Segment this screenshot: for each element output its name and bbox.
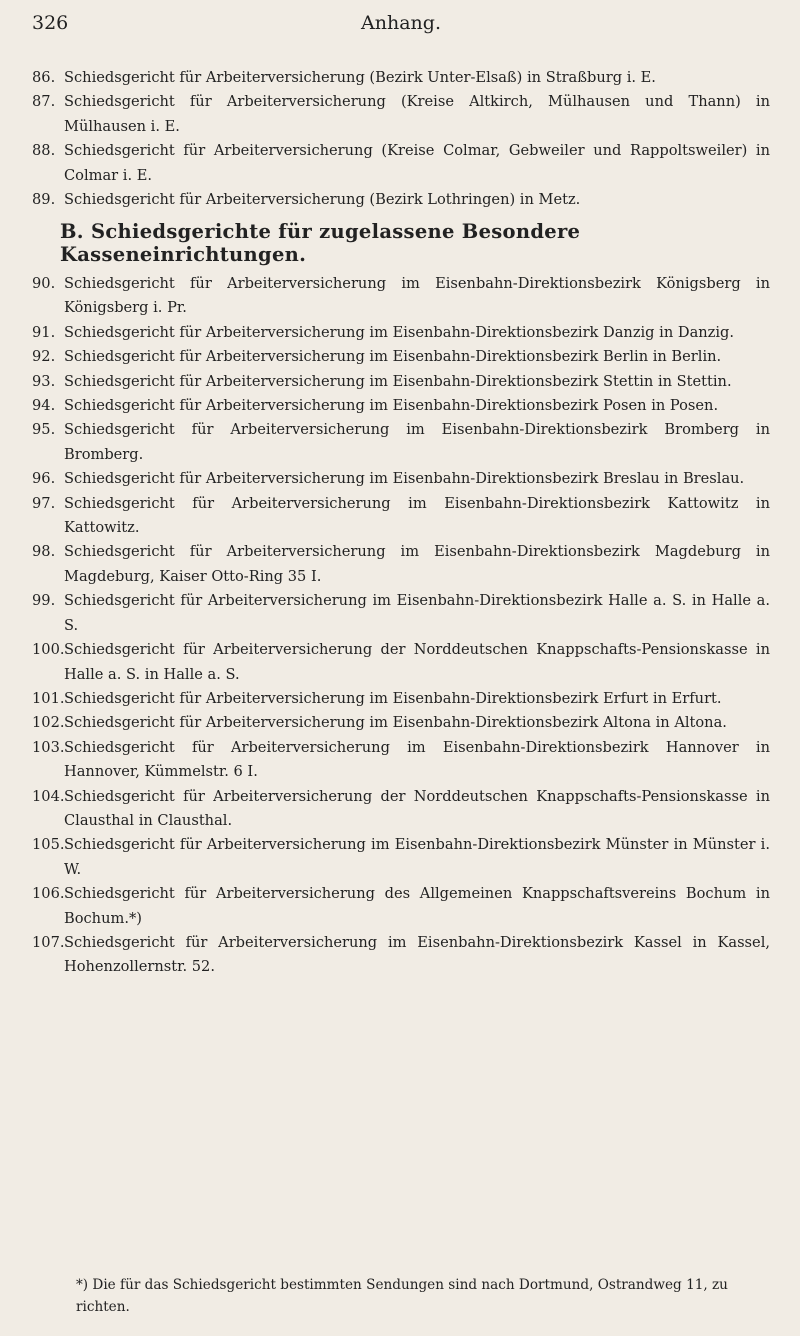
entry-number: 88. bbox=[32, 142, 56, 160]
entry-number: 106. bbox=[32, 885, 65, 903]
entry-number: 97. bbox=[32, 494, 56, 512]
entry-text: Schiedsgericht für Arbeiterversicherung des Allgemeinen Knappschaftsvereins Bochum in Bochum.*) bbox=[64, 885, 770, 927]
entry-number: 100. bbox=[32, 641, 65, 659]
list-item bbox=[32, 139, 770, 188]
entry-list-b bbox=[32, 272, 770, 980]
entry-number: 101. bbox=[32, 689, 65, 707]
list-item bbox=[32, 589, 770, 638]
page-header bbox=[32, 12, 770, 42]
list-item bbox=[32, 687, 770, 711]
entry-number: 91. bbox=[32, 323, 56, 341]
entry-text: Schiedsgericht für Arbeiterversicherung im Eisenbahn-Direktionsbezirk Breslau in Breslau. bbox=[64, 470, 745, 488]
entry-text: Schiedsgericht für Arbeiterversicherung im Eisenbahn-Direktionsbezirk Posen in Posen. bbox=[64, 397, 719, 415]
entry-number: 99. bbox=[32, 592, 56, 610]
list-item bbox=[32, 90, 770, 139]
entry-text: Schiedsgericht für Arbeiterversicherung im Eisenbahn-Direktionsbezirk Münster in Münster i. W. bbox=[64, 836, 770, 878]
list-item bbox=[32, 492, 770, 541]
list-item bbox=[32, 638, 770, 687]
entry-number: 93. bbox=[32, 372, 56, 390]
entry-text: Schiedsgericht für Arbeiterversicherung im Eisenbahn-Direktionsbezirk Halle a. S. in Halle a. S. bbox=[64, 592, 770, 634]
entry-text: Schiedsgericht für Arbeiterversicherung (Kreise Altkirch, Mülhausen und Thann) in Mülhausen i. E. bbox=[64, 93, 770, 135]
entry-number: 96. bbox=[32, 470, 56, 488]
list-item bbox=[32, 785, 770, 834]
entry-number: 102. bbox=[32, 714, 65, 732]
entry-number: 94. bbox=[32, 397, 56, 415]
entry-text: Schiedsgericht für Arbeiterversicherung im Eisenbahn-Direktionsbezirk Magdeburg in Magdeburg, Kaiser Otto-Ring 35 I. bbox=[64, 543, 770, 585]
entry-number: 86. bbox=[32, 69, 56, 86]
entry-number: 87. bbox=[32, 93, 56, 111]
section-heading: B. Schiedsgerichte für zugelassene Besondere Kasseneinrichtungen. bbox=[60, 220, 581, 266]
list-item bbox=[32, 345, 770, 369]
entry-number: 98. bbox=[32, 543, 56, 561]
entry-text: Schiedsgericht für Arbeiterversicherung der Norddeutschen Knappschafts-Pensionskasse in Halle a. S. in Halle a. S. bbox=[64, 641, 770, 683]
entry-text: Schiedsgericht für Arbeiterversicherung im Eisenbahn-Direktionsbezirk Danzig in Danzig. bbox=[64, 323, 735, 341]
entry-list-a bbox=[32, 66, 770, 212]
entry-number: 92. bbox=[32, 348, 56, 366]
list-item bbox=[32, 736, 770, 785]
page-number: 326 bbox=[32, 12, 69, 34]
entry-text: Schiedsgericht für Arbeiterversicherung im Eisenbahn-Direktionsbezirk Berlin in Berlin. bbox=[64, 348, 722, 366]
entry-text: Schiedsgericht für Arbeiterversicherung im Eisenbahn-Direktionsbezirk Hannover in Hannover, Kümmelstr. 6 I. bbox=[64, 738, 770, 781]
entry-text: Schiedsgericht für Arbeiterversicherung im Eisenbahn-Direktionsbezirk Kattowitz in Kattowitz. bbox=[64, 494, 770, 537]
entry-text: Schiedsgericht für Arbeiterversicherung im Eisenbahn-Direktionsbezirk Bromberg in Bromberg. bbox=[64, 421, 770, 463]
entry-text: Schiedsgericht für Arbeiterversicherung im Eisenbahn-Direktionsbezirk Altona in Altona. bbox=[64, 714, 727, 732]
entry-text: Schiedsgericht für Arbeiterversicherung im Eisenbahn-Direktionsbezirk Kassel in Kassel, Hohenzollernstr. 52. bbox=[64, 933, 770, 976]
list-item bbox=[32, 394, 770, 418]
list-item bbox=[32, 272, 770, 321]
list-item bbox=[32, 711, 770, 735]
list-item bbox=[32, 467, 770, 491]
entry-text: Schiedsgericht für Arbeiterversicherung im Eisenbahn-Direktionsbezirk Erfurt in Erfurt. bbox=[64, 689, 722, 707]
list-item bbox=[32, 370, 770, 394]
entry-text: Schiedsgericht für Arbeiterversicherung (Bezirk Unter-Elsaß) in Straßburg i. E. bbox=[64, 69, 656, 86]
list-item bbox=[32, 418, 770, 467]
list-item bbox=[32, 188, 770, 212]
list-item bbox=[32, 931, 770, 980]
entry-number: 104. bbox=[32, 787, 65, 805]
entry-text: Schiedsgericht für Arbeiterversicherung (Kreise Colmar, Gebweiler und Rappoltsweiler) in Colmar i. E. bbox=[64, 142, 770, 184]
list-item bbox=[32, 540, 770, 589]
entry-number: 105. bbox=[32, 836, 65, 854]
entry-text: Schiedsgericht für Arbeiterversicherung (Bezirk Lothringen) in Metz. bbox=[64, 191, 581, 209]
page-title: Anhang. bbox=[361, 12, 441, 34]
entry-text: Schiedsgericht für Arbeiterversicherung im Eisenbahn-Direktionsbezirk Königsberg in Königsberg i. Pr. bbox=[64, 275, 770, 317]
entry-number: 103. bbox=[32, 738, 65, 756]
entry-text: Schiedsgericht für Arbeiterversicherung im Eisenbahn-Direktionsbezirk Stettin in Stettin. bbox=[64, 372, 732, 390]
entry-number: 90. bbox=[32, 275, 56, 292]
list-item bbox=[32, 882, 770, 931]
list-item bbox=[32, 833, 770, 882]
entry-number: 107. bbox=[32, 933, 65, 951]
list-item bbox=[32, 321, 770, 345]
entry-number: 95. bbox=[32, 421, 56, 439]
list-item bbox=[32, 66, 770, 90]
footnote: *) Die für das Schiedsgericht bestimmten Sendungen sind nach Dortmund, Ostrandweg 11, zu richten. bbox=[76, 1277, 728, 1315]
entry-number: 89. bbox=[32, 191, 56, 209]
entry-text: Schiedsgericht für Arbeiterversicherung der Norddeutschen Knappschafts-Pensionskasse in Clausthal in Clausthal. bbox=[64, 787, 770, 829]
